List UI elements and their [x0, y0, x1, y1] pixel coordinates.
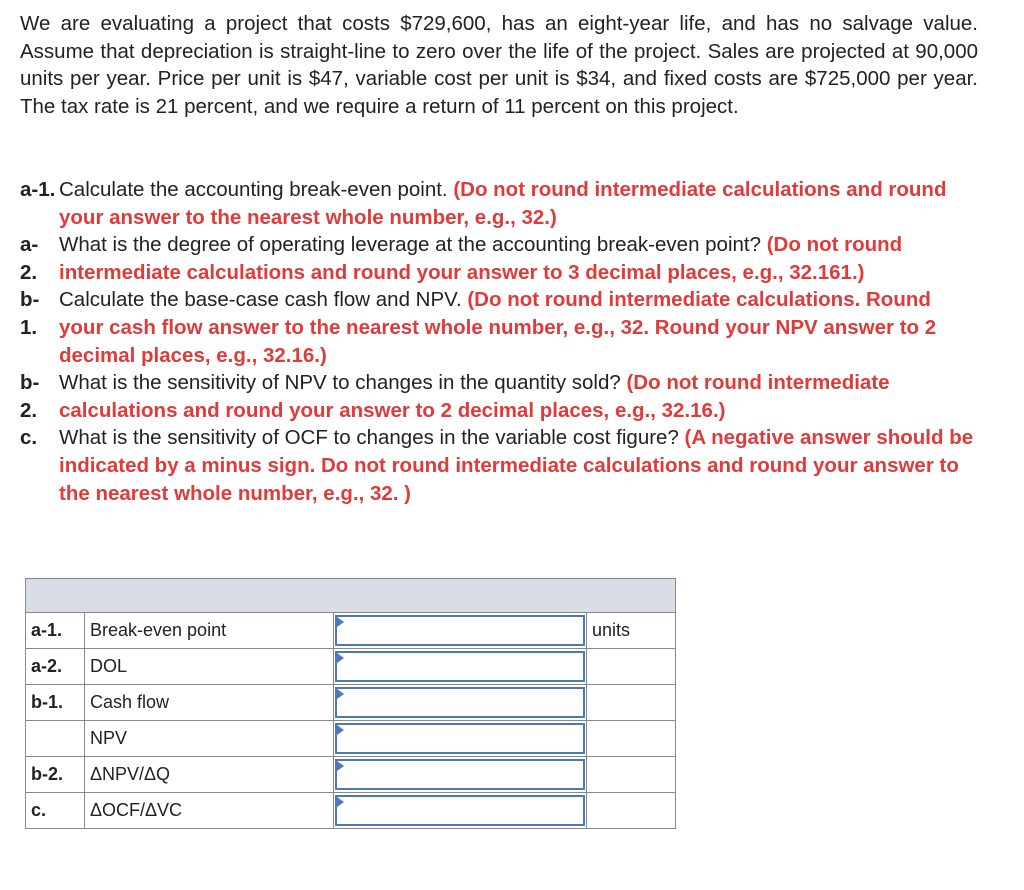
answer-input[interactable] — [335, 615, 585, 646]
question-c — [20, 424, 980, 507]
table-row — [26, 613, 676, 649]
item-label: ΔNPV/ΔQ — [85, 757, 334, 793]
question-text: Calculate the base-case cash flow and NPV. — [59, 288, 468, 312]
question-text: What is the sensitivity of OCF to changes in the variable cost figure? — [59, 426, 685, 450]
item-label: Cash flow — [85, 685, 334, 721]
problem-statement: We are evaluating a project that costs $729,600, has an eight-year life, and has no salvage value. Assume that depreciation is straight-line to zero over the life of the project. Sales are projected at 90,000 units per year. Price per unit is $47, variable cost per unit is $34, and fixed costs are $725,000 per year. The tax rate is 21 percent, and we require a return of 11 percent on this project. — [20, 12, 978, 118]
answer-input[interactable] — [335, 687, 585, 718]
unit-label — [587, 757, 676, 793]
answer-input[interactable] — [335, 795, 585, 826]
answer-input[interactable] — [335, 759, 585, 790]
item-label: Break-even point — [85, 613, 334, 649]
answer-input[interactable] — [335, 723, 585, 754]
question-label: a-1. — [20, 178, 56, 201]
question-note: (A negative answer should be indicated by a minus sign. Do not round intermediate calculations and round your answer to the nearest whole number, e.g., 32. ) — [59, 426, 974, 505]
question-label: c. — [20, 426, 38, 450]
unit-label — [587, 649, 676, 685]
part-label: c. — [26, 793, 85, 829]
unit-label — [587, 793, 676, 829]
item-label: DOL — [85, 649, 334, 685]
question-text: What is the sensitivity of NPV to changes in the quantity sold? — [59, 371, 627, 395]
table-row — [26, 649, 676, 685]
part-label — [26, 721, 85, 757]
question-note: (Do not round intermediate calculations and round your answer to 2 decimal places, e.g., 32.16.) — [59, 371, 890, 422]
table-header — [26, 579, 676, 613]
question-note: (Do not round intermediate calculations and round your answer to 3 decimal places, e.g., 32.161.) — [59, 233, 903, 284]
question-text: Calculate the accounting break-even point. — [59, 178, 454, 201]
unit-label: units — [587, 613, 676, 649]
unit-label — [587, 721, 676, 757]
part-label: b-1. — [26, 685, 85, 721]
part-label: b-2. — [26, 757, 85, 793]
answer-table — [25, 578, 676, 829]
question-a1 — [20, 176, 980, 231]
table-row — [26, 685, 676, 721]
question-note: (Do not round intermediate calculations and round your answer to the nearest whole number, e.g., 32.) — [59, 178, 947, 229]
question-a2 — [20, 231, 980, 286]
part-label: a-1. — [26, 613, 85, 649]
table-row — [26, 757, 676, 793]
part-label: a-2. — [26, 649, 85, 685]
item-label: NPV — [85, 721, 334, 757]
unit-label — [587, 685, 676, 721]
question-label: b- 2. — [20, 371, 40, 422]
question-label: b- 1. — [20, 288, 40, 339]
question-label: a- 2. — [20, 233, 39, 284]
table-row — [26, 721, 676, 757]
question-list — [20, 176, 980, 507]
question-b1 — [20, 286, 980, 369]
answer-input[interactable] — [335, 651, 585, 682]
item-label: ΔOCF/ΔVC — [85, 793, 334, 829]
table-row — [26, 793, 676, 829]
question-text: What is the degree of operating leverage at the accounting break-even point? — [59, 233, 767, 257]
question-b2 — [20, 369, 980, 424]
question-note: (Do not round intermediate calculations. Round your cash flow answer to the nearest whole number, e.g., 32. Round your NPV answer to 2 decimal places, e.g., 32.16.) — [59, 288, 937, 367]
